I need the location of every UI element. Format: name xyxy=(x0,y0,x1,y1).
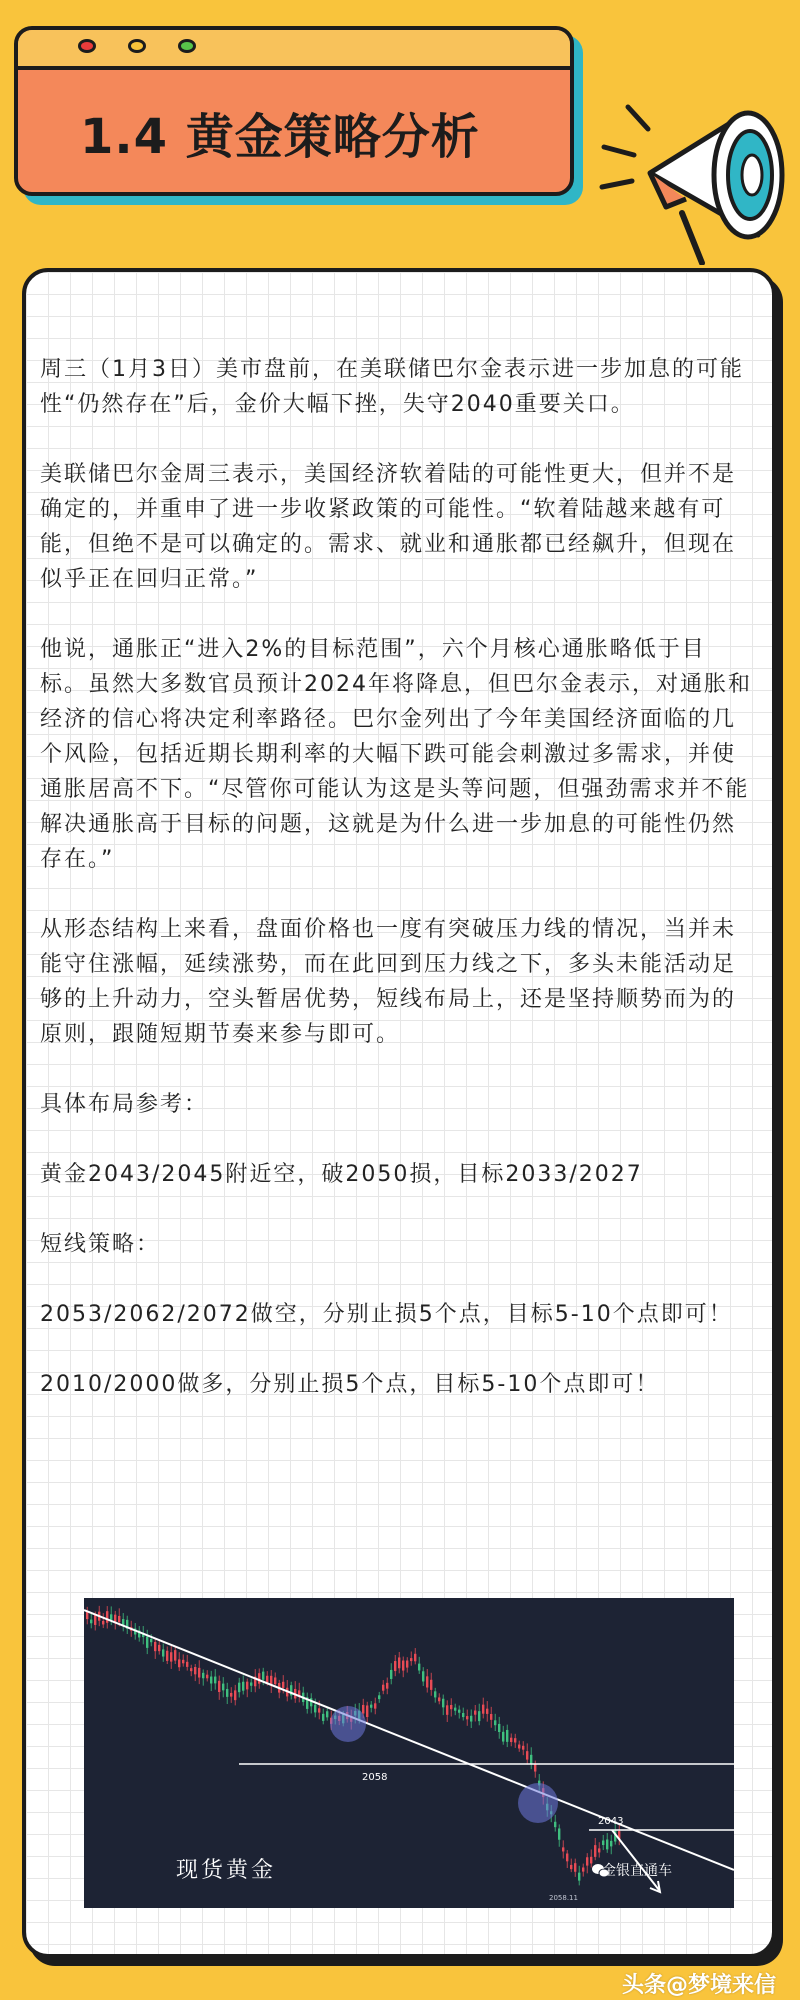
article-paragraph: 美联储巴尔金周三表示，美国经济软着陆的可能性更大，但并不是确定的，并重申了进一步收紧政策的可能性。“软着陆越来越有可能，但绝不是可以确定的。需求、就业和通胀都已经飙升，但现在似乎正在回归正常。” xyxy=(40,462,737,592)
candle-body xyxy=(206,1675,208,1679)
candle-body xyxy=(558,1828,560,1839)
candle-body xyxy=(250,1682,252,1685)
candle-body xyxy=(446,1705,448,1715)
candle-body xyxy=(566,1854,568,1862)
candle-body xyxy=(202,1673,204,1678)
candle-body xyxy=(174,1650,176,1660)
candle-body xyxy=(490,1714,492,1720)
candle-body xyxy=(362,1705,364,1714)
candle-body xyxy=(470,1716,472,1722)
candle-body xyxy=(582,1867,584,1871)
candle-body xyxy=(474,1711,476,1715)
candle-body xyxy=(318,1708,320,1712)
chart-caption: 现货黄金 xyxy=(176,1858,277,1883)
candle-body xyxy=(594,1845,596,1857)
candle-body xyxy=(238,1683,240,1692)
candle-body xyxy=(226,1689,228,1697)
candle-body xyxy=(426,1676,428,1687)
candle-body xyxy=(198,1668,200,1678)
megaphone-icon xyxy=(590,95,795,265)
candle-body xyxy=(194,1667,196,1674)
candle-body xyxy=(506,1730,508,1742)
candle-body xyxy=(190,1668,192,1671)
candle-body xyxy=(110,1614,112,1620)
candle-body xyxy=(378,1695,380,1699)
candle-body xyxy=(602,1841,604,1846)
window-title-bar xyxy=(18,30,570,70)
candle-body xyxy=(454,1708,456,1711)
candle-body xyxy=(534,1764,536,1771)
candle-body xyxy=(214,1677,216,1684)
candle-body xyxy=(578,1873,580,1881)
candle-body xyxy=(402,1661,404,1671)
candle-body xyxy=(494,1720,496,1725)
page-title: 1.4 黄金策略分析 xyxy=(80,109,480,165)
candle-body xyxy=(498,1724,500,1732)
candle-body xyxy=(590,1857,592,1864)
candle-body xyxy=(322,1714,324,1721)
candle-body xyxy=(178,1659,180,1667)
candle-body xyxy=(422,1671,424,1681)
candle-body xyxy=(262,1672,264,1680)
candle-body xyxy=(442,1699,444,1708)
candle-body xyxy=(610,1841,612,1846)
candle-body xyxy=(366,1705,368,1717)
candle-body xyxy=(554,1822,556,1827)
candle-body xyxy=(390,1670,392,1679)
candle-body xyxy=(246,1682,248,1690)
candle-body xyxy=(438,1697,440,1701)
candle-body xyxy=(466,1716,468,1719)
candle-body xyxy=(234,1690,236,1700)
candle-body xyxy=(514,1738,516,1742)
candle-body xyxy=(182,1660,184,1663)
candle-body xyxy=(434,1691,436,1697)
candle-body xyxy=(518,1745,520,1749)
candle-body xyxy=(146,1637,148,1648)
candle-body xyxy=(574,1863,576,1872)
candle-body xyxy=(150,1639,152,1642)
candle-body xyxy=(230,1693,232,1697)
short-term-heading: 短线策略： xyxy=(40,1232,161,1257)
candle-body xyxy=(374,1703,376,1708)
candle-body xyxy=(94,1615,96,1625)
candle-body xyxy=(430,1680,432,1690)
candle-body xyxy=(458,1710,460,1713)
trend-line xyxy=(84,1610,734,1870)
window-dot-green-icon xyxy=(178,39,196,53)
level-label: 2058 xyxy=(362,1772,388,1783)
candle-body xyxy=(410,1658,412,1661)
candle-body xyxy=(90,1620,92,1624)
candle-body xyxy=(482,1705,484,1714)
candle-body xyxy=(394,1661,396,1671)
candle-body xyxy=(102,1621,104,1624)
layout-reference-heading: 具体布局参考： xyxy=(40,1092,209,1117)
gold-strategy-line: 黄金2043/2045附近空，破2050损，目标2033/2027 xyxy=(40,1162,643,1187)
candle-body xyxy=(282,1682,284,1688)
candle-body xyxy=(462,1713,464,1717)
highlight-circle xyxy=(330,1706,366,1742)
highlight-circle xyxy=(518,1783,558,1823)
candle-body xyxy=(314,1705,316,1713)
candle-body xyxy=(526,1751,528,1759)
candle-body xyxy=(274,1677,276,1684)
candle-body xyxy=(606,1839,608,1849)
level-label: 2058.11 xyxy=(549,1894,578,1902)
candle-body xyxy=(530,1755,532,1764)
level-label: 2043 xyxy=(598,1816,624,1827)
candle-body xyxy=(106,1611,108,1623)
candle-body xyxy=(418,1664,420,1671)
candle-body xyxy=(186,1662,188,1667)
candle-body xyxy=(118,1616,120,1622)
window-dot-red-icon xyxy=(78,39,96,53)
candle-body xyxy=(522,1746,524,1750)
candle-body xyxy=(222,1684,224,1691)
candle-body xyxy=(210,1677,212,1684)
article-paragraph: 周三（1月3日）美市盘前，在美联储巴尔金表示进一步加息的可能性“仍然存在”后，金价大幅下挫，失守2040重要关口。 xyxy=(40,357,744,417)
gold-price-chart xyxy=(84,1598,734,1908)
candles-group xyxy=(86,1606,620,1886)
article-paragraph: 他说，通胀正“进入2%的目标范围”，六个月核心通胀略低于目标。虽然大多数官员预计2024年将降息，但巴尔金表示，对通胀和经济的信心将决定利率路径。巴尔金列出了今年美国经济面临的几个风险，包括近期长期利率的大幅下跌可能会刺激过多需求，并使通胀居高不下。“尽管你可能认为这是头等问题，但强劲需求并不能解决通胀高于目标的问题，这就是为什么进一步加息的可能性仍然存在。” xyxy=(40,637,752,872)
candle-body xyxy=(450,1705,452,1709)
candle-body xyxy=(570,1865,572,1869)
page-watermark: 头条@梦境来信 xyxy=(622,1973,777,1998)
candle-body xyxy=(398,1657,400,1668)
candle-body xyxy=(562,1847,564,1851)
long-strategy-line: 2010/2000做多，分别止损5个点，目标5-10个点即可！ xyxy=(40,1372,660,1397)
candle-body xyxy=(586,1857,588,1865)
candle-body xyxy=(158,1645,160,1651)
candle-body xyxy=(258,1673,260,1683)
candle-body xyxy=(326,1711,328,1717)
candle-body xyxy=(242,1682,244,1691)
chart-watermark: 金银直通车 xyxy=(602,1863,672,1879)
candle-body xyxy=(502,1732,504,1742)
candle-body xyxy=(166,1651,168,1661)
short-strategy-line: 2053/2062/2072做空，分别止损5个点，目标5-10个点即可！ xyxy=(40,1302,733,1327)
header-card xyxy=(14,26,574,196)
candle-body xyxy=(162,1649,164,1656)
candle-body xyxy=(486,1709,488,1714)
candle-body xyxy=(414,1654,416,1661)
candle-body xyxy=(266,1676,268,1683)
window-dot-yellow-icon xyxy=(128,39,146,53)
candle-body xyxy=(598,1848,600,1852)
candle-body xyxy=(382,1685,384,1691)
candle-body xyxy=(218,1681,220,1692)
candle-body xyxy=(370,1705,372,1708)
candle-body xyxy=(510,1738,512,1742)
candle-body xyxy=(154,1642,156,1651)
candle-body xyxy=(478,1711,480,1721)
candle-body xyxy=(170,1652,172,1661)
article-paragraph: 从形态结构上来看，盘面价格也一度有突破压力线的情况，当并未能守住涨幅，延续涨势，而在此回到压力线之下，多头未能活动足够的上升动力，空头暂居优势，短线布局上，还是坚持顺势而为的原则，跟随短期节奏来参与即可。 xyxy=(40,917,737,1047)
article-body xyxy=(40,352,752,1437)
candle-body xyxy=(406,1661,408,1668)
candle-body xyxy=(386,1683,388,1689)
